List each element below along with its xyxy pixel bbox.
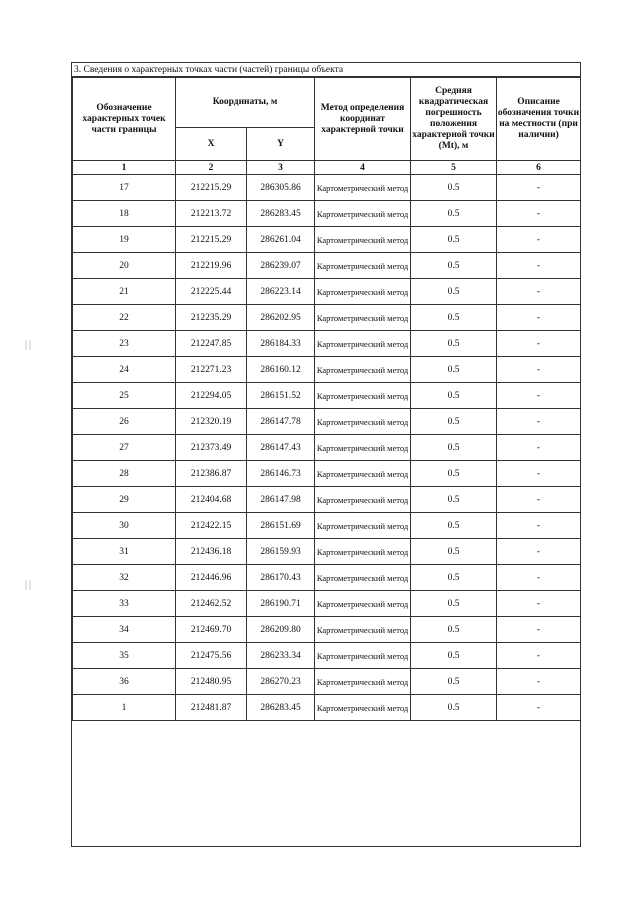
error-cell: 0.5: [411, 227, 497, 253]
description-cell: -: [497, 175, 581, 201]
table-row: [73, 539, 581, 565]
document-frame: [71, 62, 581, 847]
error-cell: 0.5: [411, 487, 497, 513]
point-designation-cell: 31: [73, 539, 176, 565]
method-cell: Картометрический метод: [315, 643, 411, 669]
table-row: [73, 513, 581, 539]
description-cell: -: [497, 591, 581, 617]
method-cell: Картометрический метод: [315, 201, 411, 227]
coordinate-x-cell: 212436.18: [176, 539, 247, 565]
coordinate-y-cell: 286270.23: [247, 669, 315, 695]
coordinate-x-cell: 212469.70: [176, 617, 247, 643]
header-y: Y: [247, 128, 315, 161]
method-cell: Картометрический метод: [315, 305, 411, 331]
coordinate-y-cell: 286160.12: [247, 357, 315, 383]
column-number: 4: [315, 161, 411, 175]
header-designation: Обозначение характерных точек части границы: [73, 78, 176, 161]
point-designation-cell: 19: [73, 227, 176, 253]
coordinate-y-cell: 286202.95: [247, 305, 315, 331]
column-number: 3: [247, 161, 315, 175]
table-row: [73, 331, 581, 357]
error-cell: 0.5: [411, 305, 497, 331]
point-designation-cell: 36: [73, 669, 176, 695]
method-cell: Картометрический метод: [315, 357, 411, 383]
coordinate-x-cell: 212215.29: [176, 175, 247, 201]
coordinate-x-cell: 212294.05: [176, 383, 247, 409]
coordinate-x-cell: 212481.87: [176, 695, 247, 721]
error-cell: 0.5: [411, 279, 497, 305]
description-cell: -: [497, 539, 581, 565]
coordinate-y-cell: 286305.86: [247, 175, 315, 201]
error-cell: 0.5: [411, 409, 497, 435]
method-cell: Картометрический метод: [315, 669, 411, 695]
coordinate-y-cell: 286261.04: [247, 227, 315, 253]
method-cell: Картометрический метод: [315, 513, 411, 539]
error-cell: 0.5: [411, 669, 497, 695]
table-row: [73, 487, 581, 513]
method-cell: Картометрический метод: [315, 409, 411, 435]
coordinate-y-cell: 286147.43: [247, 435, 315, 461]
coordinate-x-cell: 212462.52: [176, 591, 247, 617]
coordinate-x-cell: 212225.44: [176, 279, 247, 305]
description-cell: -: [497, 253, 581, 279]
margin-mark-icon: [24, 340, 32, 350]
coordinate-y-cell: 286146.73: [247, 461, 315, 487]
coordinate-y-cell: 286283.45: [247, 695, 315, 721]
description-cell: -: [497, 643, 581, 669]
header-coordinates: Координаты, м: [176, 78, 315, 128]
table-row: [73, 435, 581, 461]
method-cell: Картометрический метод: [315, 539, 411, 565]
table-row: [73, 669, 581, 695]
table-row: [73, 591, 581, 617]
description-cell: -: [497, 227, 581, 253]
table-row: [73, 201, 581, 227]
table-row: [73, 357, 581, 383]
column-number: 5: [411, 161, 497, 175]
table-row: [73, 617, 581, 643]
table-row: [73, 643, 581, 669]
coordinate-x-cell: 212404.68: [176, 487, 247, 513]
description-cell: -: [497, 435, 581, 461]
error-cell: 0.5: [411, 539, 497, 565]
description-cell: -: [497, 279, 581, 305]
boundary-points-table: [72, 77, 581, 721]
point-designation-cell: 22: [73, 305, 176, 331]
header-description: Описание обозначения точки на местности (при наличии): [497, 78, 581, 161]
method-cell: Картометрический метод: [315, 435, 411, 461]
coordinate-y-cell: 286184.33: [247, 331, 315, 357]
coordinate-x-cell: 212446.96: [176, 565, 247, 591]
coordinate-x-cell: 212320.19: [176, 409, 247, 435]
column-number: 2: [176, 161, 247, 175]
point-designation-cell: 24: [73, 357, 176, 383]
error-cell: 0.5: [411, 175, 497, 201]
coordinate-x-cell: 212480.95: [176, 669, 247, 695]
coordinate-y-cell: 286159.93: [247, 539, 315, 565]
point-designation-cell: 32: [73, 565, 176, 591]
description-cell: -: [497, 617, 581, 643]
column-numbers-row: [73, 161, 581, 175]
method-cell: Картометрический метод: [315, 617, 411, 643]
error-cell: 0.5: [411, 643, 497, 669]
error-cell: 0.5: [411, 357, 497, 383]
point-designation-cell: 30: [73, 513, 176, 539]
description-cell: -: [497, 305, 581, 331]
table-row: [73, 279, 581, 305]
point-designation-cell: 29: [73, 487, 176, 513]
description-cell: -: [497, 409, 581, 435]
table-row: [73, 565, 581, 591]
point-designation-cell: 23: [73, 331, 176, 357]
description-cell: -: [497, 487, 581, 513]
coordinate-y-cell: 286170.43: [247, 565, 315, 591]
description-cell: -: [497, 357, 581, 383]
error-cell: 0.5: [411, 591, 497, 617]
error-cell: 0.5: [411, 617, 497, 643]
table-row: [73, 175, 581, 201]
method-cell: Картометрический метод: [315, 253, 411, 279]
table-row: [73, 227, 581, 253]
error-cell: 0.5: [411, 201, 497, 227]
error-cell: 0.5: [411, 253, 497, 279]
table-row: [73, 253, 581, 279]
method-cell: Картометрический метод: [315, 461, 411, 487]
method-cell: Картометрический метод: [315, 487, 411, 513]
coordinate-x-cell: 212213.72: [176, 201, 247, 227]
point-designation-cell: 27: [73, 435, 176, 461]
method-cell: Картометрический метод: [315, 331, 411, 357]
table-row: [73, 461, 581, 487]
point-designation-cell: 26: [73, 409, 176, 435]
table-row: [73, 383, 581, 409]
column-number: 6: [497, 161, 581, 175]
error-cell: 0.5: [411, 695, 497, 721]
method-cell: Картометрический метод: [315, 565, 411, 591]
method-cell: Картометрический метод: [315, 591, 411, 617]
description-cell: -: [497, 513, 581, 539]
coordinate-y-cell: 286147.98: [247, 487, 315, 513]
description-cell: -: [497, 201, 581, 227]
method-cell: Картометрический метод: [315, 279, 411, 305]
description-cell: -: [497, 331, 581, 357]
table-row: [73, 695, 581, 721]
coordinate-x-cell: 212475.56: [176, 643, 247, 669]
description-cell: -: [497, 461, 581, 487]
point-designation-cell: 33: [73, 591, 176, 617]
table-row: [73, 409, 581, 435]
point-designation-cell: 25: [73, 383, 176, 409]
error-cell: 0.5: [411, 331, 497, 357]
description-cell: -: [497, 565, 581, 591]
point-designation-cell: 17: [73, 175, 176, 201]
coordinate-x-cell: 212219.96: [176, 253, 247, 279]
table-row: [73, 305, 581, 331]
header-x: X: [176, 128, 247, 161]
method-cell: Картометрический метод: [315, 383, 411, 409]
coordinate-x-cell: 212373.49: [176, 435, 247, 461]
coordinate-y-cell: 286147.78: [247, 409, 315, 435]
column-number: 1: [73, 161, 176, 175]
point-designation-cell: 28: [73, 461, 176, 487]
method-cell: Картометрический метод: [315, 695, 411, 721]
error-cell: 0.5: [411, 435, 497, 461]
point-designation-cell: 20: [73, 253, 176, 279]
error-cell: 0.5: [411, 513, 497, 539]
method-cell: Картометрический метод: [315, 175, 411, 201]
coordinate-y-cell: 286151.52: [247, 383, 315, 409]
header-error: Средняя квадратическая погрешность положения характерной точки (Mt), м: [411, 78, 497, 161]
margin-mark-icon: [24, 580, 32, 590]
coordinate-x-cell: 212215.29: [176, 227, 247, 253]
error-cell: 0.5: [411, 461, 497, 487]
description-cell: -: [497, 669, 581, 695]
coordinate-x-cell: 212422.15: [176, 513, 247, 539]
coordinate-y-cell: 286233.34: [247, 643, 315, 669]
header-method: Метод определения координат характерной точки: [315, 78, 411, 161]
point-designation-cell: 34: [73, 617, 176, 643]
point-designation-cell: 35: [73, 643, 176, 669]
coordinate-y-cell: 286151.69: [247, 513, 315, 539]
description-cell: -: [497, 695, 581, 721]
coordinate-x-cell: 212386.87: [176, 461, 247, 487]
error-cell: 0.5: [411, 383, 497, 409]
point-designation-cell: 1: [73, 695, 176, 721]
method-cell: Картометрический метод: [315, 227, 411, 253]
coordinate-y-cell: 286283.45: [247, 201, 315, 227]
description-cell: -: [497, 383, 581, 409]
coordinate-x-cell: 212235.29: [176, 305, 247, 331]
point-designation-cell: 21: [73, 279, 176, 305]
coordinate-y-cell: 286209.80: [247, 617, 315, 643]
error-cell: 0.5: [411, 565, 497, 591]
coordinate-x-cell: 212271.23: [176, 357, 247, 383]
coordinate-x-cell: 212247.85: [176, 331, 247, 357]
coordinate-y-cell: 286190.71: [247, 591, 315, 617]
table-body: [73, 175, 581, 721]
coordinate-y-cell: 286223.14: [247, 279, 315, 305]
point-designation-cell: 18: [73, 201, 176, 227]
coordinate-y-cell: 286239.07: [247, 253, 315, 279]
section-title: 3. Сведения о характерных точках части (частей) границы объекта: [72, 63, 580, 77]
